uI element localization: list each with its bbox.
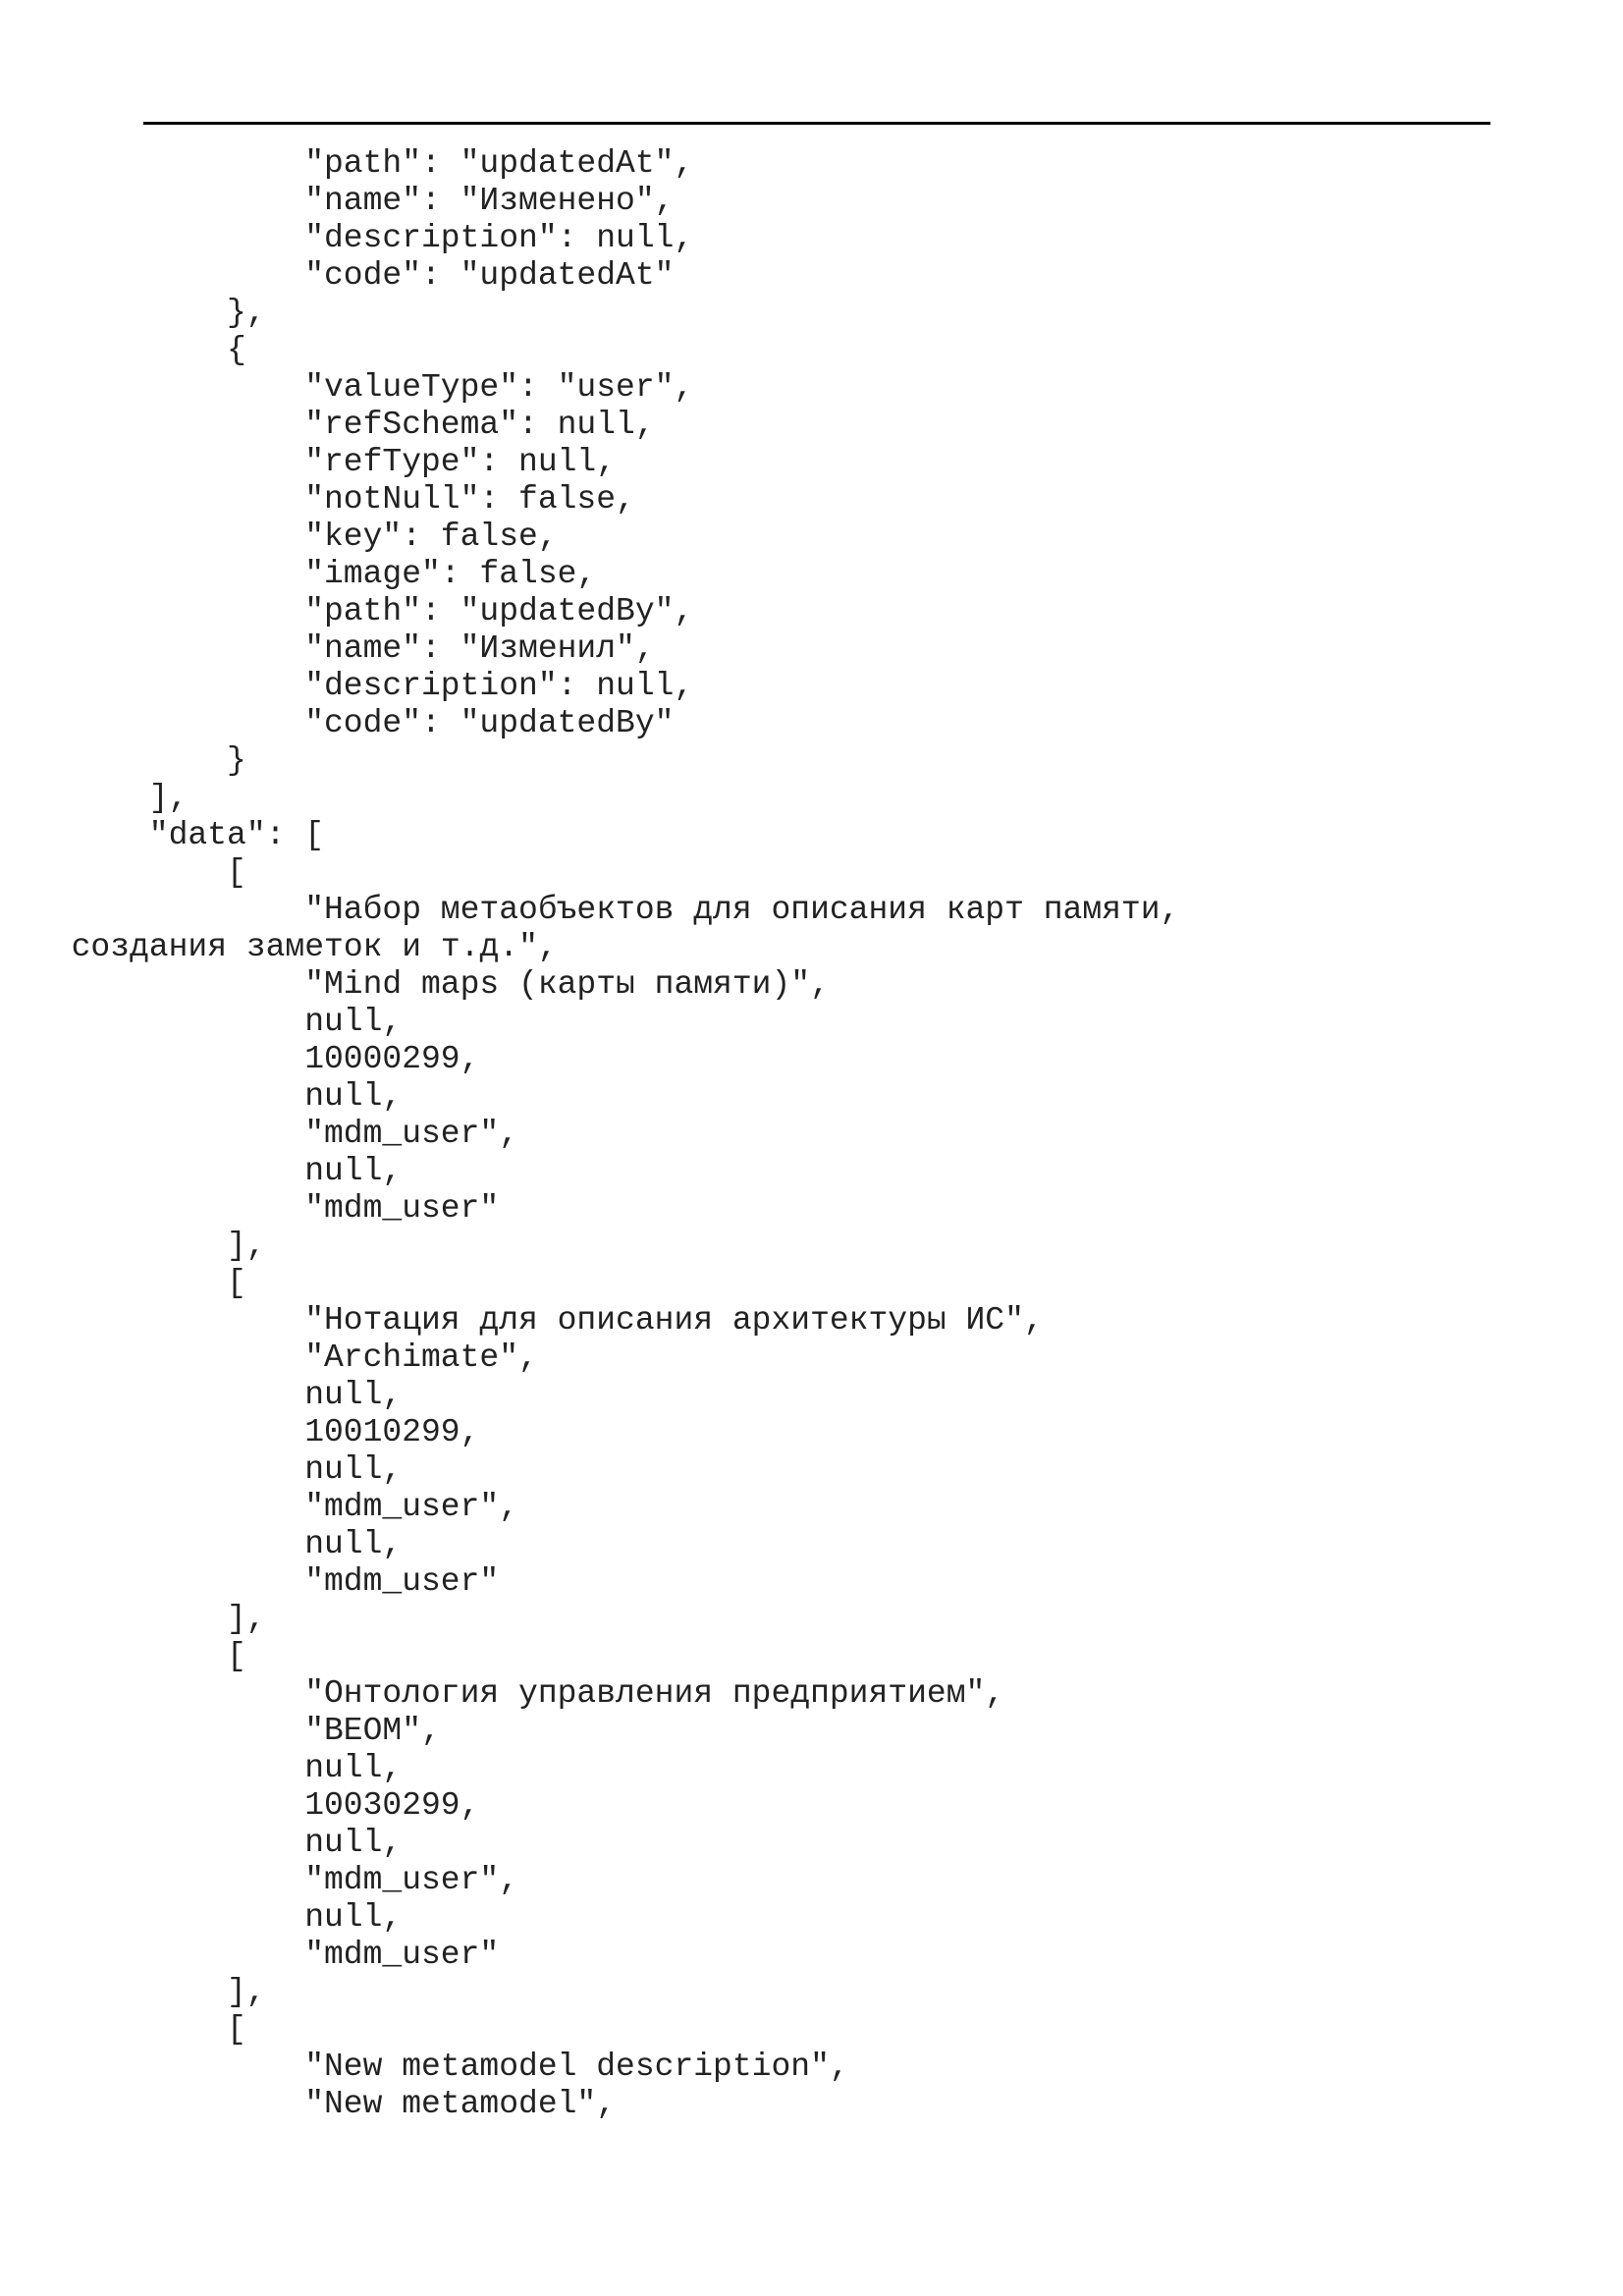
code-line-text: "Archimate",	[304, 1339, 538, 1376]
code-line-text: "New metamodel description",	[304, 2049, 849, 2085]
code-line	[0, 1563, 1623, 1601]
code-line-text: "mdm_user"	[304, 1563, 500, 1600]
code-line-text: ],	[227, 1974, 266, 2010]
code-line-text: null,	[304, 1078, 403, 1115]
code-line	[0, 556, 1623, 593]
code-line	[0, 481, 1623, 519]
code-line	[0, 2049, 1623, 2086]
code-line	[0, 295, 1623, 332]
code-line	[0, 1899, 1623, 1937]
code-line-text: {	[227, 332, 246, 368]
code-line	[0, 1228, 1623, 1265]
code-line	[0, 1302, 1623, 1339]
code-line	[0, 332, 1623, 369]
code-line	[0, 1526, 1623, 1563]
code-line	[0, 1377, 1623, 1414]
code-line	[0, 780, 1623, 817]
code-line-text: "BEOM",	[304, 1713, 441, 1749]
code-line	[0, 257, 1623, 295]
code-line-text: "refSchema": null,	[304, 407, 655, 443]
code-line	[0, 1265, 1623, 1302]
code-line-text: "Нотация для описания архитектуры ИС",	[304, 1302, 1044, 1339]
code-line	[0, 1451, 1623, 1489]
code-line-text: "Онтология управления предприятием",	[304, 1675, 1005, 1712]
code-line	[0, 854, 1623, 892]
code-line-text: "notNull": false,	[304, 481, 635, 518]
code-line	[0, 1489, 1623, 1526]
code-line	[0, 2011, 1623, 2049]
code-line-text: "Набор метаобъектов для описания карт памяти,	[304, 892, 1180, 928]
code-line-text: "name": "Изменено",	[304, 183, 675, 219]
code-line	[0, 369, 1623, 407]
code-line-text: 10000299,	[304, 1041, 480, 1077]
code-line	[0, 1787, 1623, 1825]
code-line	[0, 183, 1623, 220]
code-line-text: [	[227, 854, 246, 891]
code-line-text: "mdm_user"	[304, 1937, 500, 1973]
code-line	[0, 1713, 1623, 1750]
code-line-text: null,	[304, 1750, 403, 1786]
code-line	[0, 1937, 1623, 1974]
code-line	[0, 892, 1623, 929]
code-line-text: "refType": null,	[304, 444, 617, 480]
code-line	[0, 1862, 1623, 1899]
code-line-text: "mdm_user"	[304, 1190, 500, 1227]
code-line-text: "key": false,	[304, 519, 558, 555]
code-line	[0, 1041, 1623, 1078]
code-line-text: создания заметок и т.д.",	[71, 929, 558, 965]
code-line	[0, 1825, 1623, 1862]
code-line-text: 10030299,	[304, 1787, 480, 1824]
code-line	[0, 145, 1623, 183]
code-line-text: "code": "updatedAt"	[304, 257, 675, 294]
code-line	[0, 1974, 1623, 2011]
code-line	[0, 1675, 1623, 1713]
code-line-text: null,	[304, 1377, 403, 1413]
code-line	[0, 2086, 1623, 2123]
code-line-text: [	[227, 1265, 246, 1301]
code-line-text: "path": "updatedBy",	[304, 593, 694, 629]
code-line-text: },	[227, 295, 266, 331]
code-line	[0, 966, 1623, 1004]
code-line	[0, 1638, 1623, 1675]
code-line-text: "valueType": "user",	[304, 369, 694, 406]
code-line-text: 10010299,	[304, 1414, 480, 1450]
code-line-text: ],	[227, 1228, 266, 1264]
code-line	[0, 444, 1623, 481]
code-line	[0, 1190, 1623, 1228]
code-line	[0, 1078, 1623, 1116]
code-line-text: null,	[304, 1004, 403, 1040]
code-line-text: "mdm_user",	[304, 1116, 519, 1152]
code-line	[0, 1601, 1623, 1638]
code-line-text: null,	[304, 1153, 403, 1189]
code-line	[0, 742, 1623, 780]
code-line	[0, 1004, 1623, 1041]
code-line-text: }	[227, 742, 246, 779]
header-rule	[143, 122, 1490, 125]
code-line-text: "path": "updatedAt",	[304, 145, 694, 182]
code-line-text: "description": null,	[304, 668, 694, 704]
code-line-text: "Mind maps (карты памяти)",	[304, 966, 830, 1003]
code-line	[0, 1116, 1623, 1153]
code-line-text: "mdm_user",	[304, 1862, 519, 1898]
code-line-text: [	[227, 2011, 246, 2048]
code-line	[0, 220, 1623, 257]
code-line-text: null,	[304, 1899, 403, 1936]
code-line	[0, 705, 1623, 742]
code-line-text: [	[227, 1638, 246, 1674]
code-line	[0, 407, 1623, 444]
json-code-listing	[0, 145, 1623, 2123]
code-line	[0, 1153, 1623, 1190]
code-line-text: null,	[304, 1526, 403, 1562]
code-line-text: null,	[304, 1451, 403, 1488]
code-line	[0, 630, 1623, 668]
code-line	[0, 1414, 1623, 1451]
code-line	[0, 1339, 1623, 1377]
code-line-text: "name": "Изменил",	[304, 630, 655, 667]
code-line-text: "code": "updatedBy"	[304, 705, 675, 741]
code-line	[0, 929, 1623, 966]
code-line-text: "description": null,	[304, 220, 694, 256]
code-line	[0, 593, 1623, 630]
code-line	[0, 519, 1623, 556]
code-line	[0, 1750, 1623, 1787]
code-line-text: "data": [	[148, 817, 325, 853]
code-line-text: "image": false,	[304, 556, 597, 592]
code-line	[0, 817, 1623, 854]
code-line	[0, 668, 1623, 705]
code-line-text: "New metamodel",	[304, 2086, 617, 2122]
code-line-text: "mdm_user",	[304, 1489, 519, 1525]
code-line-text: null,	[304, 1825, 403, 1861]
code-line-text: ],	[148, 780, 189, 816]
code-line-text: ],	[227, 1601, 266, 1637]
